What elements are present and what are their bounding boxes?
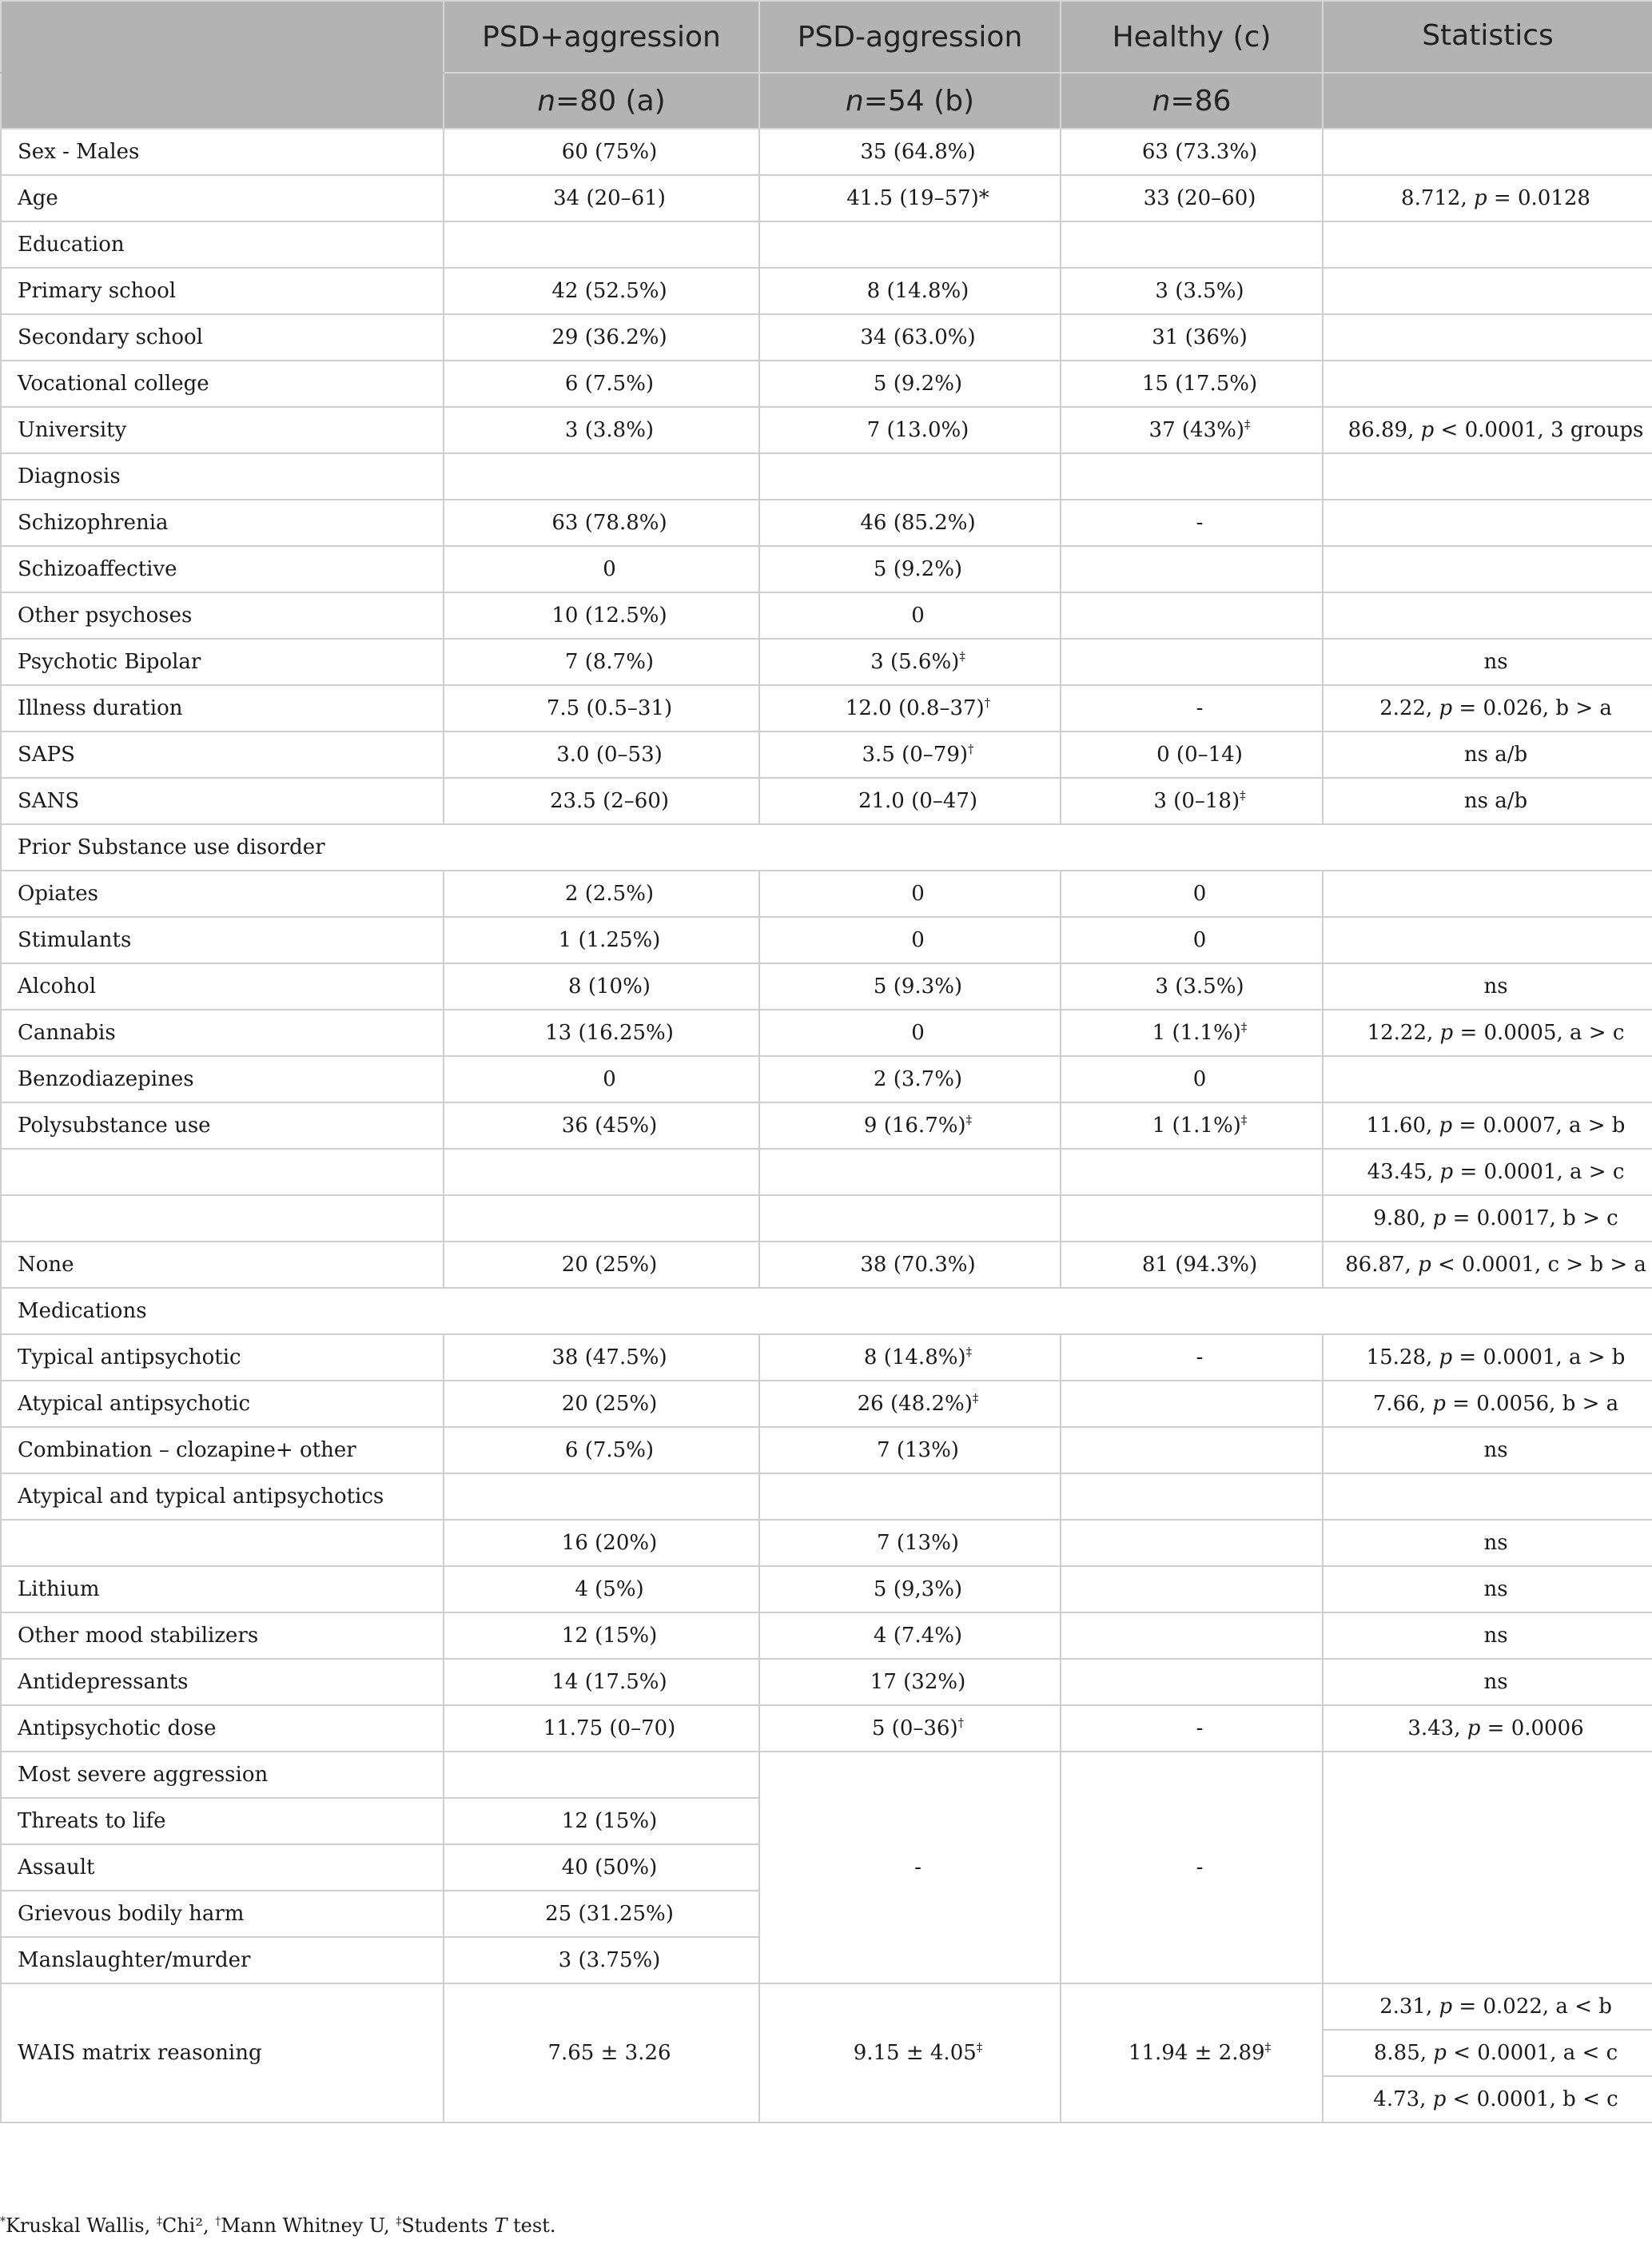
table-row xyxy=(1,1983,1652,2030)
cell-a: 7 (8.7%) xyxy=(444,639,759,685)
cell-b: 8 (14.8%)‡ xyxy=(759,1334,1061,1381)
cell-c: 1 (1.1%)‡ xyxy=(1061,1010,1323,1056)
header-n-c: n=86 xyxy=(1061,73,1323,129)
cell-a: 16 (20%) xyxy=(444,1520,759,1566)
cell-stat: 15.28, p = 0.0001, a > b xyxy=(1323,1334,1652,1381)
cell-a: 6 (7.5%) xyxy=(444,361,759,407)
cell-stat: ns xyxy=(1323,1520,1652,1566)
row-label: Other psychoses xyxy=(1,592,444,639)
cell-b: 4 (7.4%) xyxy=(759,1612,1061,1659)
cell-a: 14 (17.5%) xyxy=(444,1659,759,1705)
cell-b: 2 (3.7%) xyxy=(759,1056,1061,1102)
cell-c: - xyxy=(1061,685,1323,731)
cell-b: 9.15 ± 4.05‡ xyxy=(759,1983,1061,2122)
row-label: SAPS xyxy=(1,731,444,778)
table-row xyxy=(1,1334,1652,1381)
cell-a: 34 (20–61) xyxy=(444,175,759,221)
table-row xyxy=(1,1381,1652,1427)
cell-stat: 2.22, p = 0.026, b > a xyxy=(1323,685,1652,731)
row-label: Sex - Males xyxy=(1,129,444,175)
cell-stat: 43.45, p = 0.0001, a > c xyxy=(1323,1149,1652,1195)
header-row-2 xyxy=(1,73,1652,129)
cell-stat: 9.80, p = 0.0017, b > c xyxy=(1323,1195,1652,1242)
cell-stat: 3.43, p = 0.0006 xyxy=(1323,1705,1652,1752)
row-label: Combination – clozapine+ other xyxy=(1,1427,444,1473)
cell-a: 3.0 (0–53) xyxy=(444,731,759,778)
row-label: Atypical and typical antipsychotics xyxy=(1,1473,444,1520)
cell-a: 10 (12.5%) xyxy=(444,592,759,639)
row-label: Manslaughter/murder xyxy=(1,1937,444,1983)
cell-b: 5 (9,3%) xyxy=(759,1566,1061,1612)
table-row xyxy=(1,407,1652,453)
cell-a: 8 (10%) xyxy=(444,963,759,1010)
header-statistics: Statistics xyxy=(1323,1,1652,73)
cell-stat: 8.712, p = 0.0128 xyxy=(1323,175,1652,221)
row-label: Antipsychotic dose xyxy=(1,1705,444,1752)
header-blank-2 xyxy=(1,73,444,129)
cell-stat: 2.31, p = 0.022, a < b xyxy=(1323,1983,1652,2030)
table-row xyxy=(1,1612,1652,1659)
row-label: Assault xyxy=(1,1844,444,1891)
cell-b: 5 (9.2%) xyxy=(759,546,1061,592)
cell-stat: 12.22, p = 0.0005, a > c xyxy=(1323,1010,1652,1056)
cell-b: 8 (14.8%) xyxy=(759,268,1061,314)
cell-c: 0 xyxy=(1061,917,1323,963)
table-row xyxy=(1,1659,1652,1705)
row-label: Alcohol xyxy=(1,963,444,1010)
table-row xyxy=(1,731,1652,778)
cell-c: 3 (0–18)‡ xyxy=(1061,778,1323,824)
cell-stat: ns xyxy=(1323,1659,1652,1705)
table-row xyxy=(1,639,1652,685)
cell-b: 0 xyxy=(759,871,1061,917)
cell-a: 3 (3.8%) xyxy=(444,407,759,453)
table-row xyxy=(1,871,1652,917)
cell-b: 7 (13.0%) xyxy=(759,407,1061,453)
cell-c: 1 (1.1%)‡ xyxy=(1061,1102,1323,1149)
table-row xyxy=(1,1473,1652,1520)
cell-a: 7.5 (0.5–31) xyxy=(444,685,759,731)
cell-c: 31 (36%) xyxy=(1061,314,1323,361)
cell-a: 29 (36.2%) xyxy=(444,314,759,361)
cell-c: 0 xyxy=(1061,1056,1323,1102)
table-row xyxy=(1,1010,1652,1056)
cell-a: 11.75 (0–70) xyxy=(444,1705,759,1752)
cell-c: 37 (43%)‡ xyxy=(1061,407,1323,453)
table-row xyxy=(1,1288,1652,1334)
table-row xyxy=(1,1427,1652,1473)
cell-c: 33 (20–60) xyxy=(1061,175,1323,221)
cell-c: 11.94 ± 2.89‡ xyxy=(1061,1983,1323,2122)
header-blank xyxy=(1,1,444,73)
cell-a: 25 (31.25%) xyxy=(444,1891,759,1937)
cell-a: 0 xyxy=(444,546,759,592)
section-label: Education xyxy=(1,221,444,268)
cell-stat: ns xyxy=(1323,963,1652,1010)
row-label: Polysubstance use xyxy=(1,1102,444,1149)
table-row xyxy=(1,1195,1652,1242)
cell-b: 12.0 (0.8–37)† xyxy=(759,685,1061,731)
row-label: Atypical antipsychotic xyxy=(1,1381,444,1427)
row-label: Benzodiazepines xyxy=(1,1056,444,1102)
table-row xyxy=(1,824,1652,871)
cell-b: 5 (9.3%) xyxy=(759,963,1061,1010)
header-n-b: n=54 (b) xyxy=(759,73,1061,129)
cell-b: 0 xyxy=(759,592,1061,639)
cell-b: 46 (85.2%) xyxy=(759,500,1061,546)
cell-stat: 86.87, p < 0.0001, c > b > a xyxy=(1323,1242,1652,1288)
table-row xyxy=(1,221,1652,268)
row-label: Psychotic Bipolar xyxy=(1,639,444,685)
row-label: Lithium xyxy=(1,1566,444,1612)
cell-a: 63 (78.8%) xyxy=(444,500,759,546)
cell-stat: ns xyxy=(1323,1427,1652,1473)
row-label: Most severe aggression xyxy=(1,1752,444,1798)
cell-c: 63 (73.3%) xyxy=(1061,129,1323,175)
table-row xyxy=(1,453,1652,500)
cell-a: 4 (5%) xyxy=(444,1566,759,1612)
cell-stat: ns a/b xyxy=(1323,778,1652,824)
cell-c: 15 (17.5%) xyxy=(1061,361,1323,407)
cell-b: 7 (13%) xyxy=(759,1427,1061,1473)
cell-c: 81 (94.3%) xyxy=(1061,1242,1323,1288)
table-row xyxy=(1,1102,1652,1149)
cell-stat: 86.89, p < 0.0001, 3 groups xyxy=(1323,407,1652,453)
cell-a: 42 (52.5%) xyxy=(444,268,759,314)
cell-a: 20 (25%) xyxy=(444,1242,759,1288)
cell-b: 35 (64.8%) xyxy=(759,129,1061,175)
table-row xyxy=(1,778,1652,824)
row-label: Opiates xyxy=(1,871,444,917)
cell-a: 12 (15%) xyxy=(444,1612,759,1659)
cell-stat: 4.73, p < 0.0001, b < c xyxy=(1323,2076,1652,2122)
section-label: Medications xyxy=(1,1288,1652,1334)
cell-b: 7 (13%) xyxy=(759,1520,1061,1566)
row-label: Grievous bodily harm xyxy=(1,1891,444,1937)
header-group-c: Healthy (c) xyxy=(1061,1,1323,73)
cell-stat: ns xyxy=(1323,1612,1652,1659)
cell-a: 36 (45%) xyxy=(444,1102,759,1149)
table-row xyxy=(1,314,1652,361)
cell-b: 34 (63.0%) xyxy=(759,314,1061,361)
cell-stat: ns xyxy=(1323,639,1652,685)
cell-b: 9 (16.7%)‡ xyxy=(759,1102,1061,1149)
cell-c: 3 (3.5%) xyxy=(1061,268,1323,314)
cell-a: 20 (25%) xyxy=(444,1381,759,1427)
cell-a: 2 (2.5%) xyxy=(444,871,759,917)
table-row xyxy=(1,1242,1652,1288)
row-label: None xyxy=(1,1242,444,1288)
cell-a: 13 (16.25%) xyxy=(444,1010,759,1056)
cell-b: 3.5 (0–79)† xyxy=(759,731,1061,778)
cell-b: 5 (0–36)† xyxy=(759,1705,1061,1752)
cell-c: - xyxy=(1061,1705,1323,1752)
cell-b: 21.0 (0–47) xyxy=(759,778,1061,824)
table-row xyxy=(1,1520,1652,1566)
cell-stat xyxy=(1323,129,1652,175)
cell-b: 0 xyxy=(759,1010,1061,1056)
table-row xyxy=(1,361,1652,407)
row-label: Cannabis xyxy=(1,1010,444,1056)
cell-stat: 7.66, p = 0.0056, b > a xyxy=(1323,1381,1652,1427)
cell-c: - xyxy=(1061,1334,1323,1381)
row-label: Primary school xyxy=(1,268,444,314)
table-row xyxy=(1,1056,1652,1102)
cell-b: 3 (5.6%)‡ xyxy=(759,639,1061,685)
section-label: Diagnosis xyxy=(1,453,444,500)
row-label: WAIS matrix reasoning xyxy=(1,1983,444,2122)
cell-c: - xyxy=(1061,500,1323,546)
table-row xyxy=(1,592,1652,639)
header-row-1 xyxy=(1,1,1652,73)
table-row xyxy=(1,685,1652,731)
row-label: Schizoaffective xyxy=(1,546,444,592)
table-row xyxy=(1,175,1652,221)
table-footnote: *Kruskal Wallis, ‡Chi², †Mann Whitney U, ‡Students T test. xyxy=(0,2214,556,2237)
row-label: Other mood stabilizers xyxy=(1,1612,444,1659)
cell-c: - xyxy=(1061,1752,1323,1983)
row-label: Age xyxy=(1,175,444,221)
cell-a: 1 (1.25%) xyxy=(444,917,759,963)
row-label: Schizophrenia xyxy=(1,500,444,546)
cell-a: 3 (3.75%) xyxy=(444,1937,759,1983)
cell-b: 17 (32%) xyxy=(759,1659,1061,1705)
table-row xyxy=(1,1566,1652,1612)
row-label: SANS xyxy=(1,778,444,824)
cell-b: 41.5 (19–57)* xyxy=(759,175,1061,221)
header-group-b: PSD-aggression xyxy=(759,1,1061,73)
cell-a: 38 (47.5%) xyxy=(444,1334,759,1381)
table-row xyxy=(1,1149,1652,1195)
cell-stat: ns xyxy=(1323,1566,1652,1612)
table-row xyxy=(1,129,1652,175)
cell-c: 3 (3.5%) xyxy=(1061,963,1323,1010)
header-statistics-blank xyxy=(1323,73,1652,129)
cell-a: 40 (50%) xyxy=(444,1844,759,1891)
cell-stat: 8.85, p < 0.0001, a < c xyxy=(1323,2030,1652,2076)
cell-b: 0 xyxy=(759,917,1061,963)
cell-c: 0 xyxy=(1061,871,1323,917)
table-row xyxy=(1,268,1652,314)
cell-b: 38 (70.3%) xyxy=(759,1242,1061,1288)
table-row xyxy=(1,500,1652,546)
cell-a: 60 (75%) xyxy=(444,129,759,175)
row-label: Typical antipsychotic xyxy=(1,1334,444,1381)
row-label: Illness duration xyxy=(1,685,444,731)
table-row xyxy=(1,963,1652,1010)
cell-a: 0 xyxy=(444,1056,759,1102)
row-label: Stimulants xyxy=(1,917,444,963)
header-group-a: PSD+aggression xyxy=(444,1,759,73)
row-label: Vocational college xyxy=(1,361,444,407)
cell-a: 6 (7.5%) xyxy=(444,1427,759,1473)
table-row xyxy=(1,917,1652,963)
cell-b: - xyxy=(759,1752,1061,1983)
row-label: Antidepressants xyxy=(1,1659,444,1705)
cell-a: 12 (15%) xyxy=(444,1798,759,1844)
cell-a: 23.5 (2–60) xyxy=(444,778,759,824)
row-label: Threats to life xyxy=(1,1798,444,1844)
cell-stat: 11.60, p = 0.0007, a > b xyxy=(1323,1102,1652,1149)
cell-stat: ns a/b xyxy=(1323,731,1652,778)
table-row xyxy=(1,1705,1652,1752)
cell-c: 0 (0–14) xyxy=(1061,731,1323,778)
table-row xyxy=(1,546,1652,592)
header-n-a: n=80 (a) xyxy=(444,73,759,129)
table-row xyxy=(1,1752,1652,1798)
row-label: University xyxy=(1,407,444,453)
cell-b: 5 (9.2%) xyxy=(759,361,1061,407)
cell-b: 26 (48.2%)‡ xyxy=(759,1381,1061,1427)
row-label: Secondary school xyxy=(1,314,444,361)
section-label: Prior Substance use disorder xyxy=(1,824,1652,871)
cell-a: 7.65 ± 3.26 xyxy=(444,1983,759,2122)
